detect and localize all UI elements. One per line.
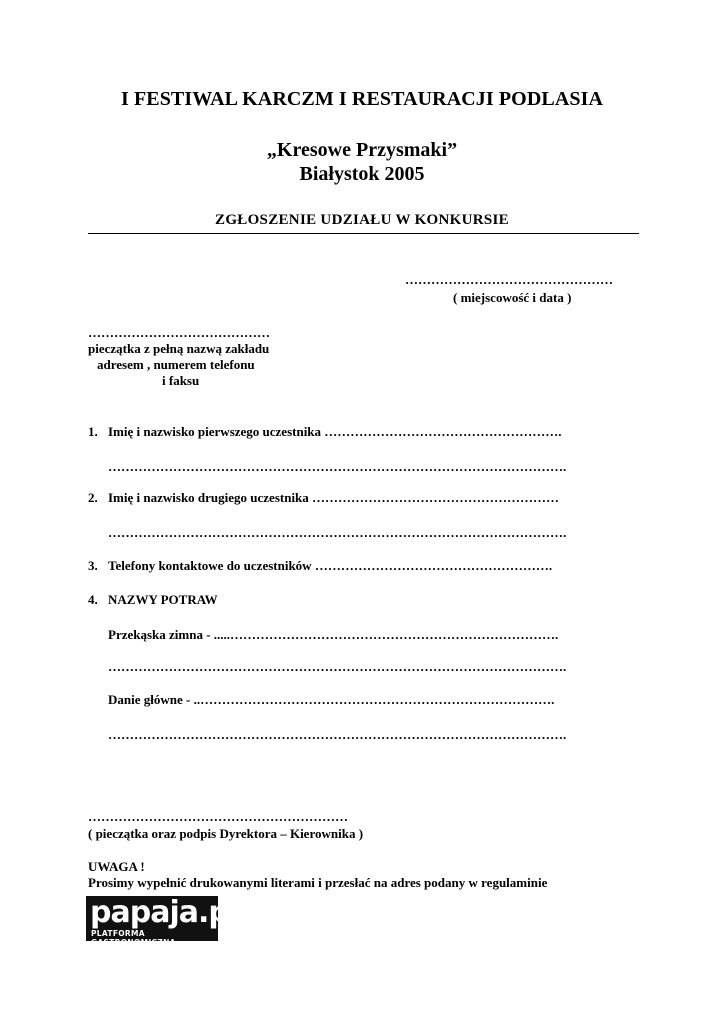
field-second-participant[interactable]	[88, 490, 559, 506]
field-number: 4.	[88, 592, 98, 607]
field-label: NAZWY POTRAW	[108, 592, 218, 607]
signature-dots: ……………………………………………………	[88, 809, 348, 824]
festival-subtitle	[0, 138, 724, 186]
dish-names-heading	[88, 592, 218, 608]
stamp-dots: ……………………………………	[88, 325, 270, 340]
heading-divider	[88, 233, 639, 234]
stamp-area	[88, 325, 270, 389]
stamp-line-2: adresem , numerem telefonu	[97, 357, 255, 372]
page-title: I FESTIWAL KARCZM I RESTAURACJI PODLASIA	[120, 88, 604, 110]
field-first-participant[interactable]	[88, 424, 562, 440]
field-main-course[interactable]: Danie główne - ..……………………………………………………………………….	[108, 692, 555, 707]
note-heading: UWAGA !	[88, 859, 145, 874]
field-label: Imię i nazwisko pierwszego uczestnika ……………………………………………….	[108, 424, 562, 439]
note-text: Prosimy wypełnić drukowanymi literami i przesłać na adres podany w regulaminie	[88, 875, 548, 890]
field-contact-phones[interactable]	[88, 558, 552, 574]
field-cold-appetizer-continuation[interactable]: …………………………………………………………………………………………….	[108, 659, 567, 674]
place-date-label: ( miejscowość i data )	[453, 290, 572, 305]
field-second-participant-continuation[interactable]: …………………………………………………………………………………………….	[108, 525, 567, 540]
signature-label: ( pieczątka oraz podpis Dyrektora – Kierownika )	[88, 826, 364, 841]
field-number: 1.	[88, 424, 98, 439]
field-main-course-continuation[interactable]: …………………………………………………………………………………………….	[108, 727, 567, 742]
section-heading: ZGŁOSZENIE UDZIAŁU W KONKURSIE	[215, 212, 509, 228]
field-first-participant-continuation[interactable]: …………………………………………………………………………………………….	[108, 459, 567, 474]
subtitle-name: „Kresowe Przysmaki”	[266, 139, 458, 161]
stamp-line-3: i faksu	[162, 373, 200, 388]
logo-tagline: PLATFORMA GASTRONOMICZNA	[91, 929, 176, 947]
field-cold-appetizer[interactable]: Przekąska zimna - .....………………………………………………………………….	[108, 627, 559, 642]
field-label: Imię i nazwisko drugiego uczestnika …………………………………………………	[108, 490, 560, 505]
subtitle-city-year: Białystok 2005	[299, 163, 425, 185]
field-number: 3.	[88, 558, 98, 573]
stamp-line-1: pieczątka z pełną nazwą zakładu	[88, 341, 270, 356]
place-date-dots: …………………………………………	[405, 272, 613, 287]
papaja-logo	[86, 895, 239, 947]
field-label: Telefony kontaktowe do uczestników ……………………………………………….	[108, 558, 553, 573]
logo-name: papaja.pl	[90, 895, 239, 930]
field-number: 2.	[88, 490, 98, 505]
